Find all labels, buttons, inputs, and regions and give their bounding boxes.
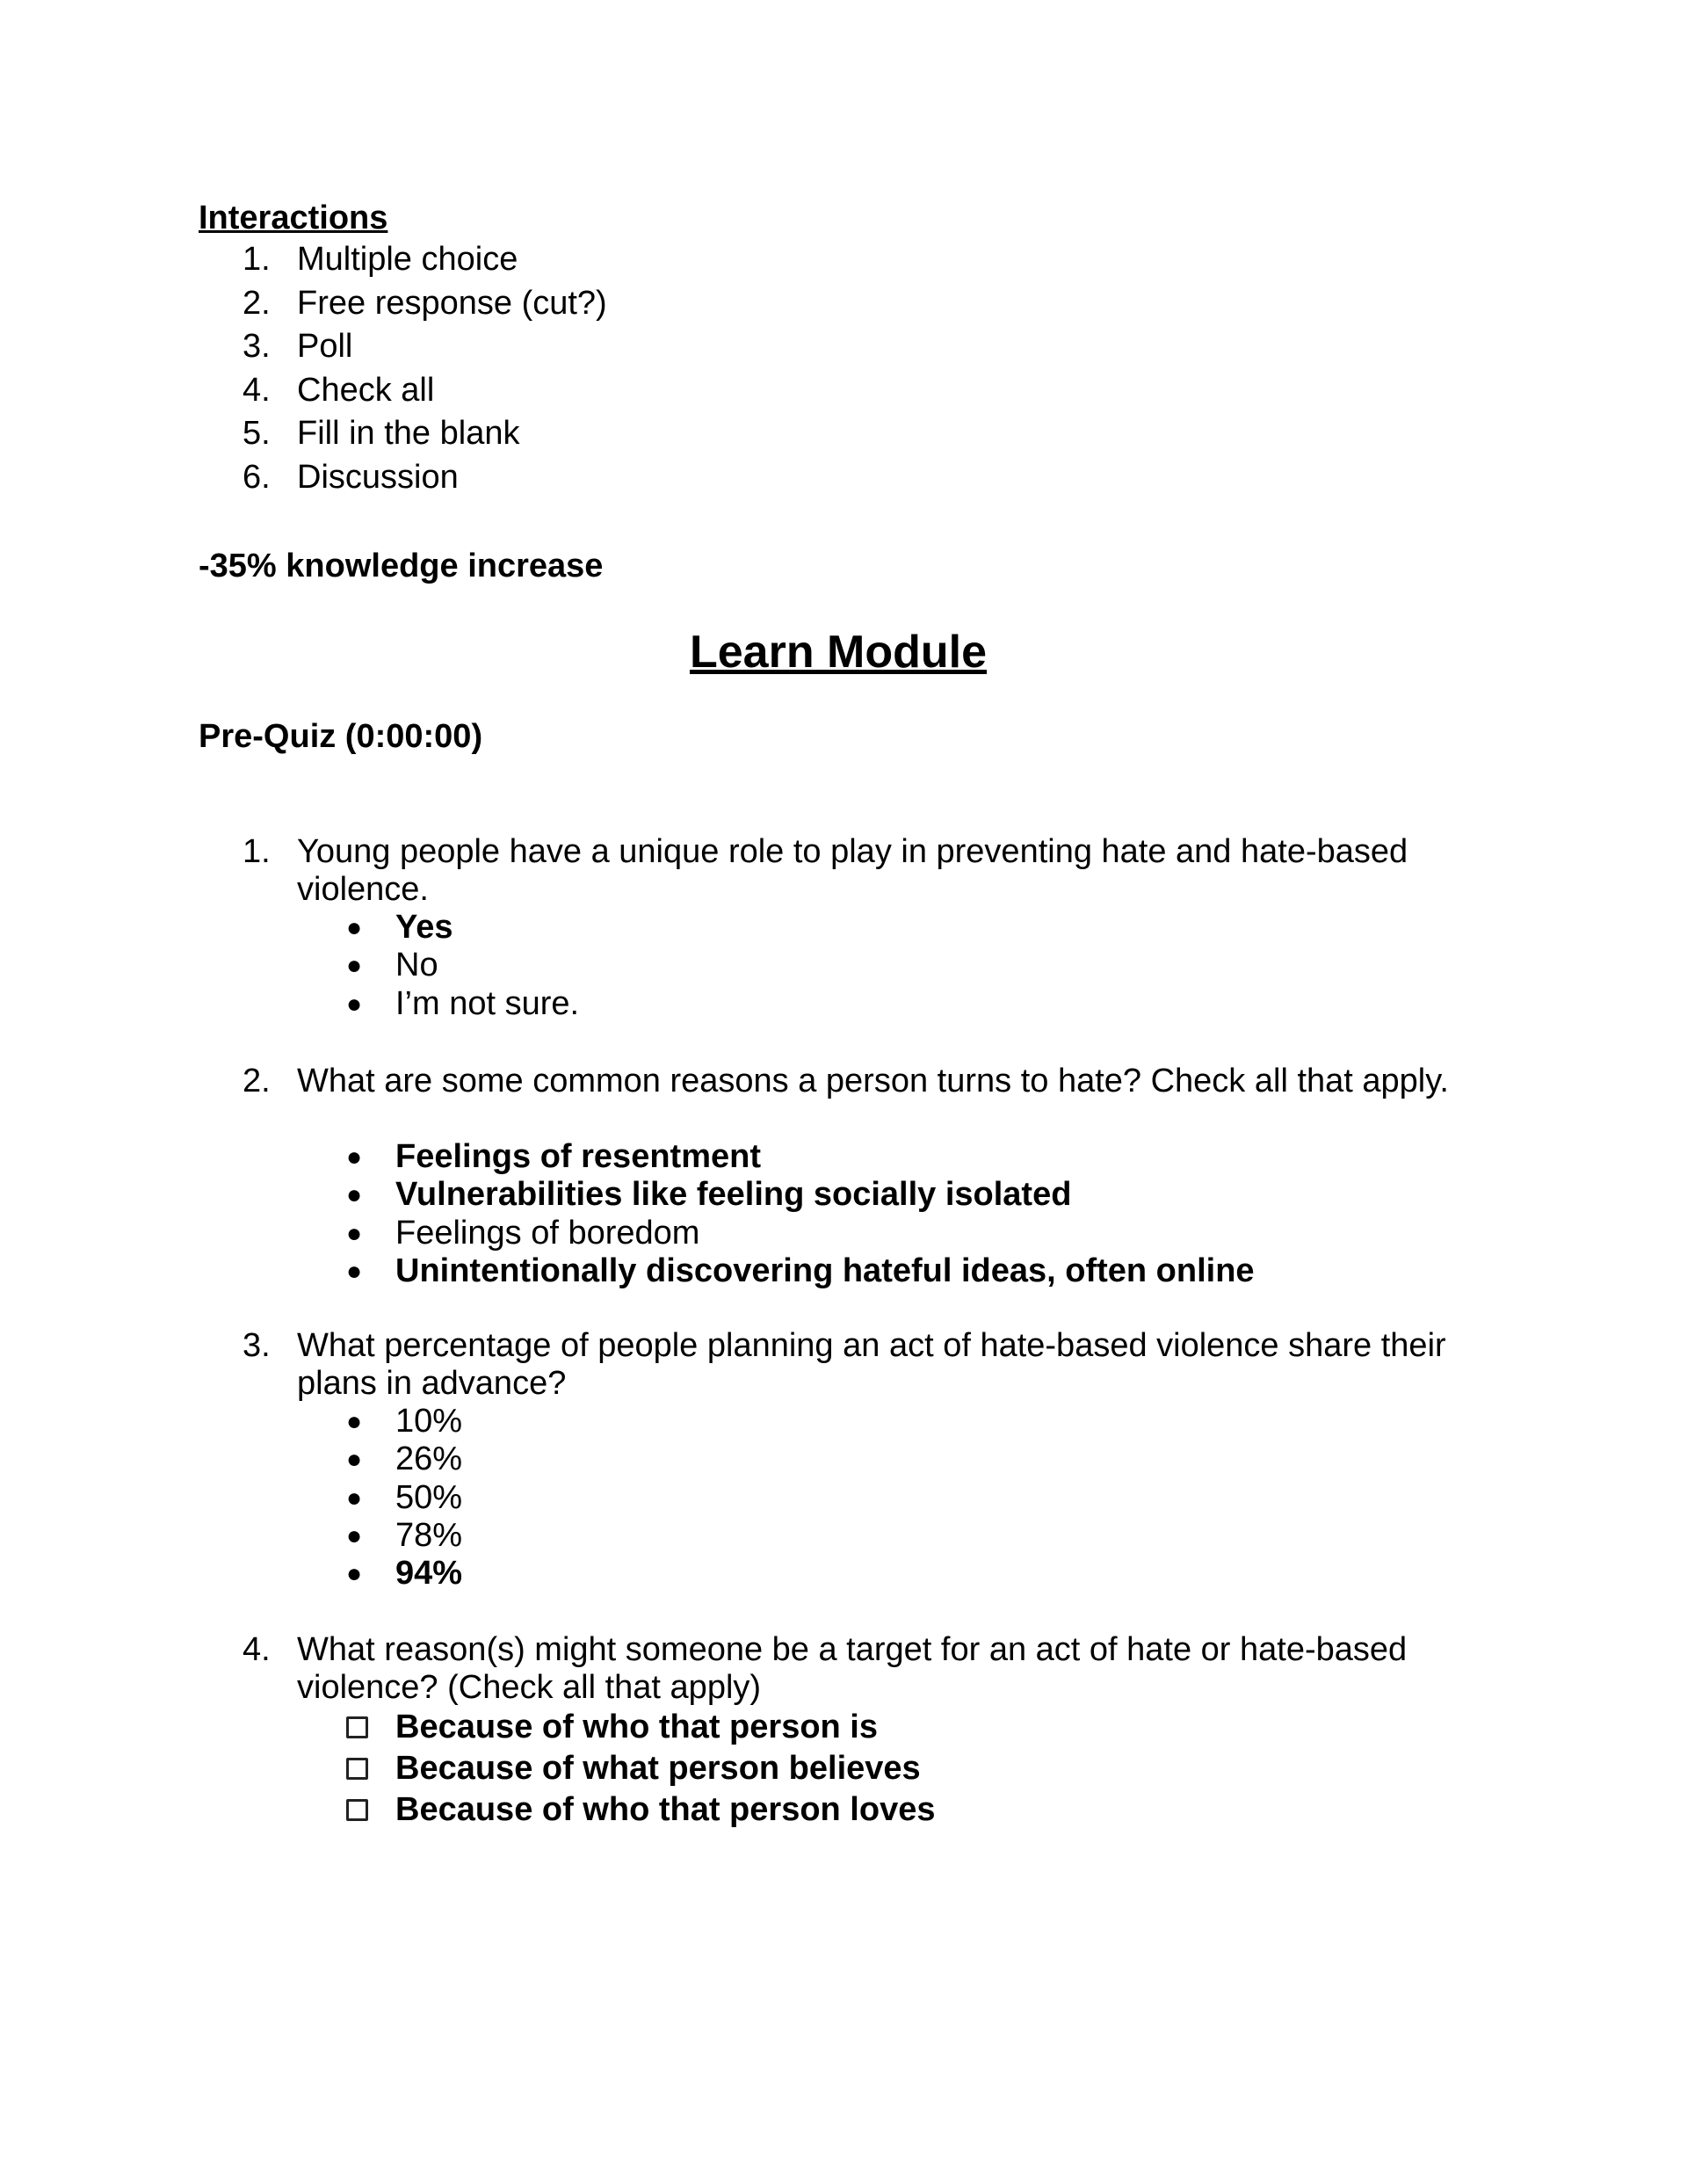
question-text: What are some common reasons a person turns to hate? Check all that apply. — [297, 1063, 1449, 1099]
answer-option[interactable] — [346, 984, 1464, 1023]
answer-label: Unintentionally discovering hateful ideas, often online — [395, 1252, 1255, 1289]
question-3 — [199, 1327, 1464, 1593]
list-item — [199, 369, 607, 413]
list-number: 5. — [243, 415, 271, 453]
question-text: What reason(s) might someone be a target for an act of hate or hate-based violence? (Check all that apply) — [297, 1631, 1408, 1706]
interactions-heading: Interactions — [199, 200, 388, 236]
answer-label: Feelings of boredom — [395, 1214, 700, 1252]
answer-option[interactable] — [346, 1516, 1464, 1555]
checkbox-icon[interactable] — [346, 1799, 368, 1821]
bullet-icon: ● — [346, 1256, 363, 1286]
bullet-icon: ● — [346, 1407, 363, 1436]
answer-options — [395, 1707, 1464, 1831]
question-number: 1. — [243, 833, 271, 870]
answer-option[interactable] — [346, 1478, 1464, 1517]
question-text: What percentage of people planning an act of hate-based violence share their plans in advance? — [297, 1327, 1446, 1402]
answer-label: 78% — [395, 1516, 463, 1554]
answer-label: 10% — [395, 1403, 463, 1440]
answer-label: Feelings of resentment — [395, 1138, 761, 1175]
answer-option[interactable] — [346, 1252, 1464, 1290]
question-number: 4. — [243, 1631, 271, 1668]
list-item-label: Multiple choice — [297, 241, 518, 278]
answer-label: I’m not sure. — [395, 984, 580, 1022]
bullet-icon: ● — [346, 1218, 363, 1248]
question-4 — [199, 1631, 1464, 1831]
prequiz-heading: Pre-Quiz (0:00:00) — [199, 718, 483, 755]
question-text: Young people have a unique role to play in preventing hate and hate-based violence. — [297, 833, 1408, 908]
knowledge-stat: -35% knowledge increase — [199, 548, 604, 584]
list-item — [199, 325, 607, 369]
question-number: 2. — [243, 1063, 271, 1099]
list-item-label: Discussion — [297, 458, 459, 496]
answer-option[interactable] — [346, 1440, 1464, 1478]
answer-option[interactable] — [395, 1789, 1464, 1831]
bullet-icon: ● — [346, 1520, 363, 1550]
answer-label: No — [395, 947, 438, 984]
list-item — [199, 238, 607, 282]
answer-label: Yes — [395, 909, 453, 946]
answer-option[interactable] — [346, 1403, 1464, 1440]
page-title: Learn Module — [689, 627, 988, 678]
question-2 — [199, 1063, 1464, 1290]
bullet-icon: ● — [346, 1559, 363, 1589]
question-number: 3. — [243, 1327, 271, 1364]
answer-label: Vulnerabilities like feeling socially isolated — [395, 1176, 1072, 1214]
list-item-label: Free response (cut?) — [297, 284, 607, 322]
answer-option[interactable] — [346, 1138, 1464, 1176]
list-item — [199, 456, 607, 500]
list-item — [199, 282, 607, 326]
answer-options — [346, 909, 1464, 1023]
list-number: 3. — [243, 328, 271, 366]
answer-option[interactable] — [346, 1214, 1464, 1252]
answer-option[interactable] — [395, 1748, 1464, 1789]
checkbox-icon[interactable] — [346, 1758, 368, 1780]
answer-label: 94% — [395, 1555, 463, 1593]
answer-label: Because of who that person loves — [395, 1791, 936, 1828]
list-number: 1. — [243, 241, 271, 278]
answer-label: 50% — [395, 1478, 463, 1516]
checkbox-icon[interactable] — [346, 1716, 368, 1738]
answer-label: 26% — [395, 1440, 463, 1478]
bullet-icon: ● — [346, 1445, 363, 1475]
bullet-icon: ● — [346, 989, 363, 1019]
answer-option[interactable] — [346, 947, 1464, 984]
bullet-icon: ● — [346, 913, 363, 942]
list-item — [199, 412, 607, 456]
answer-options — [346, 1138, 1464, 1290]
answer-options — [346, 1403, 1464, 1593]
list-item-label: Check all — [297, 371, 435, 409]
question-1 — [199, 833, 1464, 1023]
answer-option[interactable] — [346, 909, 1464, 947]
answer-label: Because of what person believes — [395, 1750, 921, 1787]
answer-option[interactable] — [395, 1707, 1464, 1748]
interactions-list — [199, 238, 607, 500]
answer-option[interactable] — [346, 1555, 1464, 1593]
list-number: 4. — [243, 371, 271, 409]
list-item-label: Fill in the blank — [297, 415, 520, 453]
answer-label: Because of who that person is — [395, 1709, 878, 1745]
bullet-icon: ● — [346, 951, 363, 981]
list-item-label: Poll — [297, 328, 353, 366]
bullet-icon: ● — [346, 1483, 363, 1513]
bullet-icon: ● — [346, 1180, 363, 1210]
list-number: 6. — [243, 458, 271, 496]
answer-option[interactable] — [346, 1176, 1464, 1214]
bullet-icon: ● — [346, 1143, 363, 1172]
list-number: 2. — [243, 284, 271, 322]
